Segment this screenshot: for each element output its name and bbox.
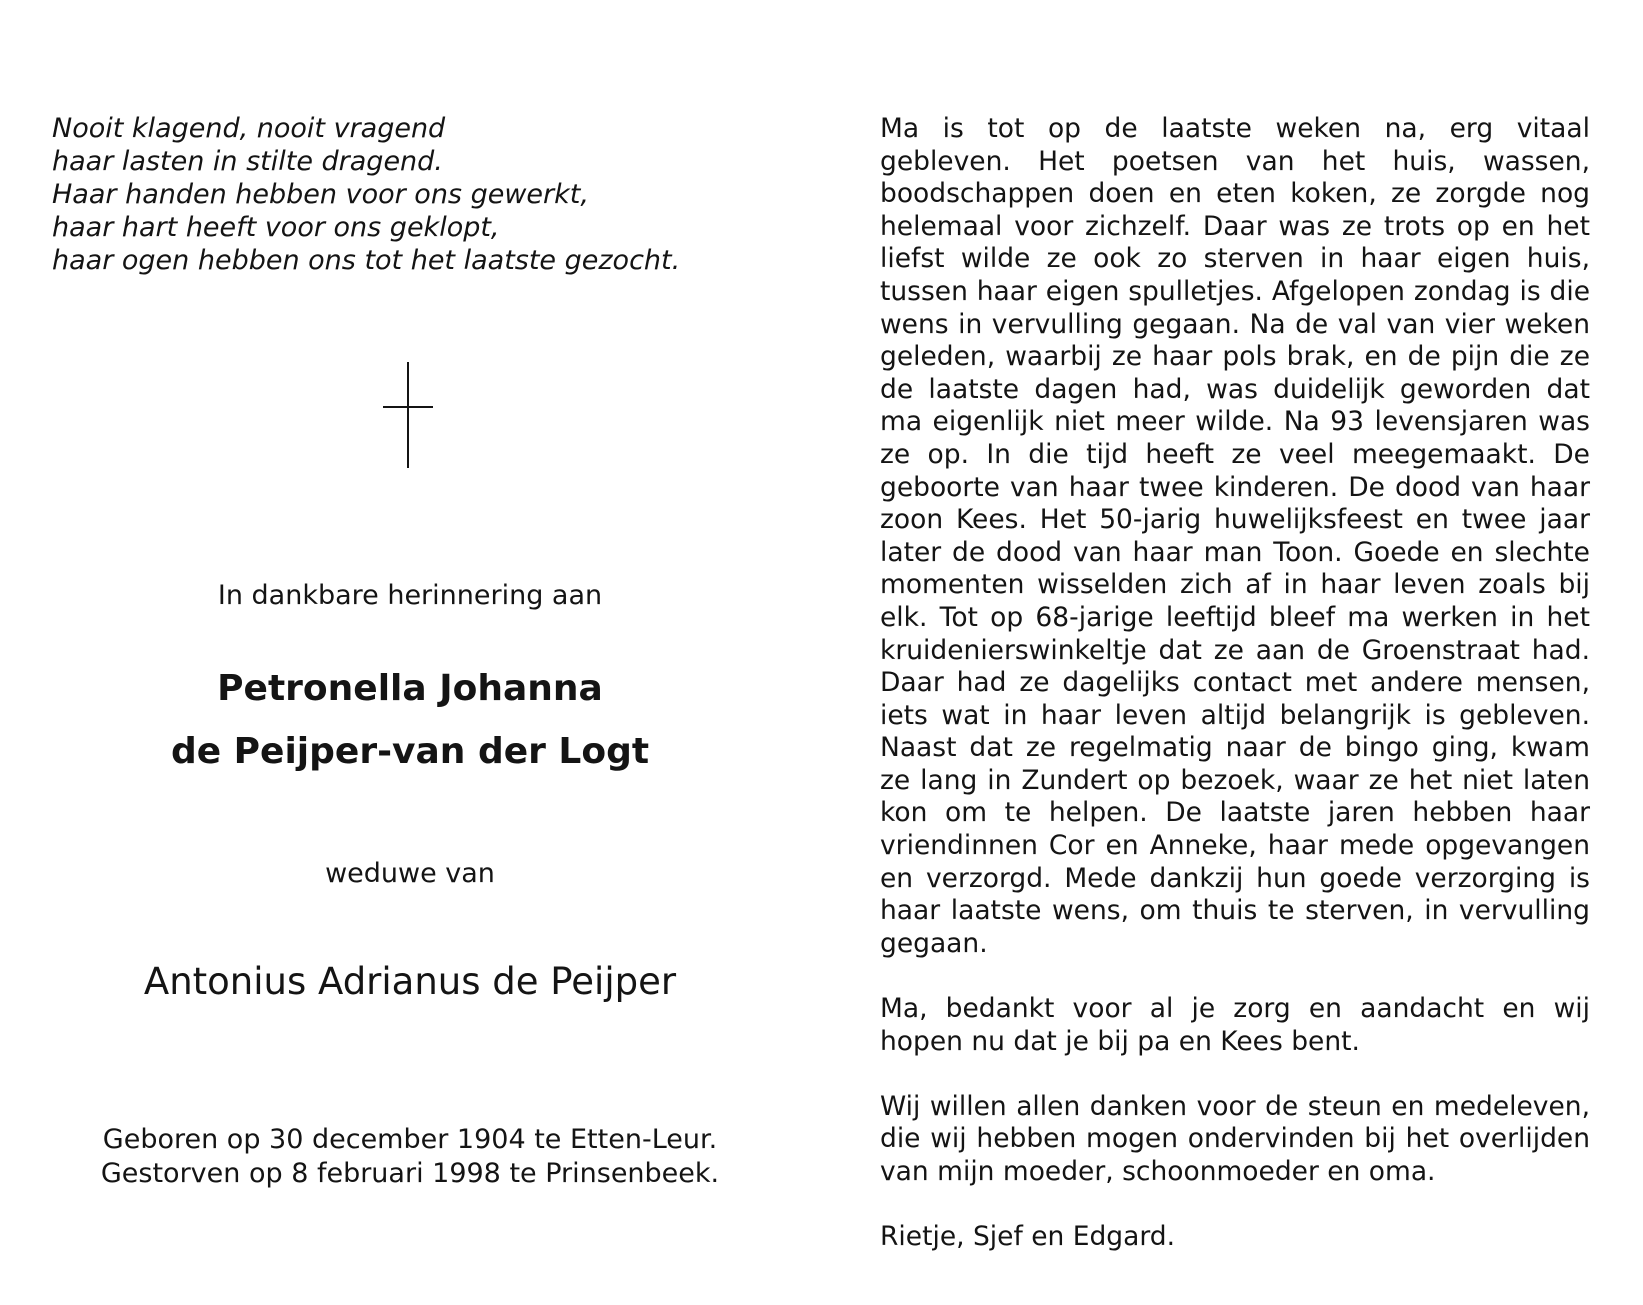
poem-line: Nooit klagend, nooit vragend — [52, 113, 446, 144]
memorial-intro: In dankbare herinnering aan — [217, 580, 603, 611]
poem-line: haar lasten in stilte dragend. — [52, 146, 443, 177]
cross-icon — [383, 362, 433, 468]
poem-line: haar ogen hebben ons tot het laatste gezocht. — [52, 245, 681, 276]
death-info: Gestorven op 8 februari 1998 te Prinsenbeek. — [100, 1158, 720, 1189]
poem — [52, 112, 752, 277]
birth-info: Geboren op 30 december 1904 te Etten-Leur. — [102, 1124, 718, 1155]
left-panel — [0, 0, 820, 1305]
deceased-name-last: de Peijper-van der Logt — [170, 731, 650, 772]
widow-of-label: weduwe van — [325, 858, 495, 889]
poem-line: Haar handen hebben voor ons gewerkt, — [52, 179, 589, 210]
deceased-name-first: Petronella Johanna — [217, 668, 603, 709]
gratitude-paragraph: Wij willen allen danken voor de steun en medeleven, die wij hebben mogen ondervinden bij het overlijden van mijn moeder, schoonmoeder en oma. — [880, 1090, 1590, 1187]
life-story-paragraph: Ma is tot op de laatste weken na, erg vitaal gebleven. Het poetsen van het huis, wassen, boodschappen doen en eten koken, ze zorgde nog helemaal voor zichzelf. Daar was ze trots op en het liefst wilde ze ook zo sterven in haar eigen huis, tussen haar eigen spulletjes. Afgelopen zondag is die wens in vervulling gegaan. Na de val van vier weken geleden, waarbij ze haar pols brak, en de pijn die ze de laatste dagen had, was duidelijk geworden dat ma eigenlijk niet meer wilde. Na 93 levensjaren was ze op. In die tijd heeft ze veel meegemaakt. De geboorte van haar twee kinderen. De dood van haar zoon Kees. Het 50-jarig huwelijksfeest en twee jaar later de dood van haar man Toon. Goede en slechte momenten wisselden zich af in haar leven zoals bij elk. Tot op 68-jarige leeftijd bleef ma werken in het kruidenierswinkeltje dat ze aan de Groenstraat had. Daar had ze dagelijks contact met andere mensen, iets wat in haar leven altijd belangrijk is gebleven. Naast dat ze regelmatig naar de bingo ging, kwam ze lang in Zundert op bezoek, waar ze het niet laten kon om te helpen. De laatste jaren hebben haar vriendinnen Cor en Anneke, haar mede opgevangen en verzorgd. Mede dankzij hun goede verzorging is haar laatste wens, om thuis te sterven, in vervulling gegaan. — [880, 113, 1590, 959]
thanks-mother-paragraph: Ma, bedankt voor al je zorg en aandacht en wij hopen nu dat je bij pa en Kees bent. — [880, 993, 1590, 1057]
signature: Rietje, Sjef en Edgard. — [880, 1221, 1176, 1253]
right-panel — [880, 113, 1590, 1254]
poem-line: haar hart heeft voor ons geklopt, — [52, 212, 500, 243]
husband-name: Antonius Adrianus de Peijper — [143, 960, 677, 1003]
